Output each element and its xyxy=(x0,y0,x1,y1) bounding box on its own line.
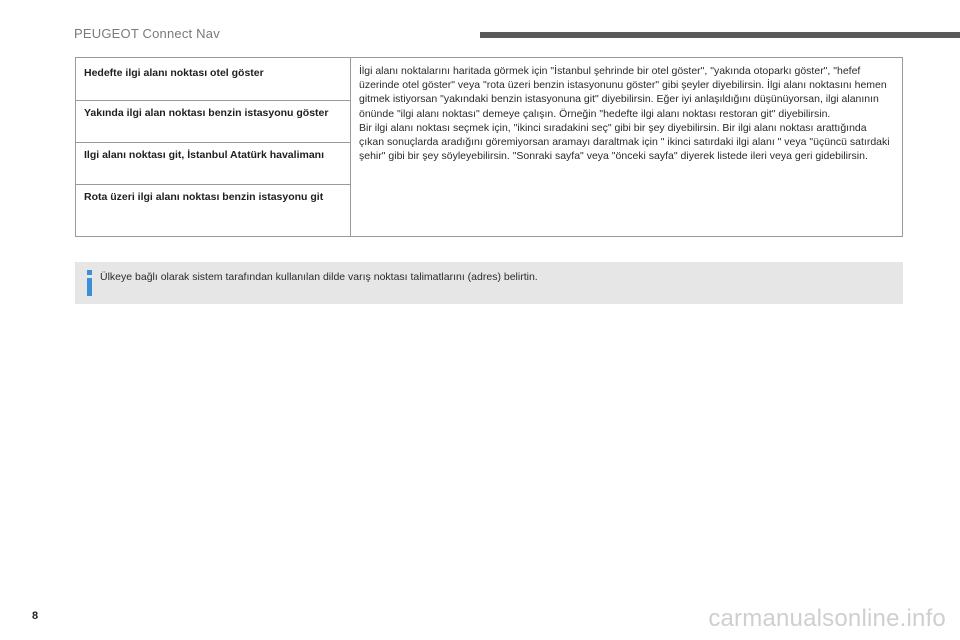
command-cell: Yakında ilgi alan noktası benzin istasyonu göster xyxy=(84,107,329,119)
info-icon xyxy=(83,270,97,296)
info-note xyxy=(75,262,903,304)
voice-command-table xyxy=(75,57,903,237)
command-cell: Hedefte ilgi alanı noktası otel göster xyxy=(84,67,264,79)
command-column xyxy=(76,58,351,236)
watermark: carmanualsonline.info xyxy=(708,605,946,632)
command-cell: Rota üzeri ilgi alanı noktası benzin istasyonu git xyxy=(84,191,324,203)
info-text: Ülkeye bağlı olarak sistem tarafından kullanılan dilde varış noktası talimatlarını (adres) belirtin. xyxy=(100,271,538,283)
description-cell xyxy=(351,58,902,236)
description-paragraph: İlgi alanı noktalarını haritada görmek için "İstanbul şehrinde bir otel göster", "yakında otoparkı göster", "hefef üzerinde otel göster" veya "rota üzeri benzin istasyonunu göster" gibi şeyler diyebilirsin. İlgi alanı noktasını hemen gitmek istiyorsan "yakındaki benzin istasyonuna git" diyebilirsin. Eğer iyi anlaşıldığını düşünüyorsan, ilgi alanının önünde "ilgi alanı noktası" demeye çalışın. Örneğin "hedefte ilgi alanı noktası restoran git" diyebilirsin. xyxy=(359,65,887,120)
manual-section-title: PEUGEOT Connect Nav xyxy=(74,26,220,41)
header-bar xyxy=(480,32,960,38)
description-paragraph: Bir ilgi alanı noktası seçmek için, "ikinci sıradakini seç" gibi bir şey diyebilirsin. Bir ilgi alanı noktası arattığında çıkan sonuçlarda aradığını göremiyorsan aramayı daraltmak için " ikinci satırdaki ilgi alanı " veya "üçüncü satırdaki şehir" gibi bir şey söyleyebilirsin. "Sonraki sayfa" veya "önceki sayfa" diyerek listede ileri veya geri gidebilirsin. xyxy=(359,121,890,163)
page-number: 8 xyxy=(32,610,39,622)
command-cell: Ilgi alanı noktası git, İstanbul Atatürk havalimanı xyxy=(84,149,324,161)
